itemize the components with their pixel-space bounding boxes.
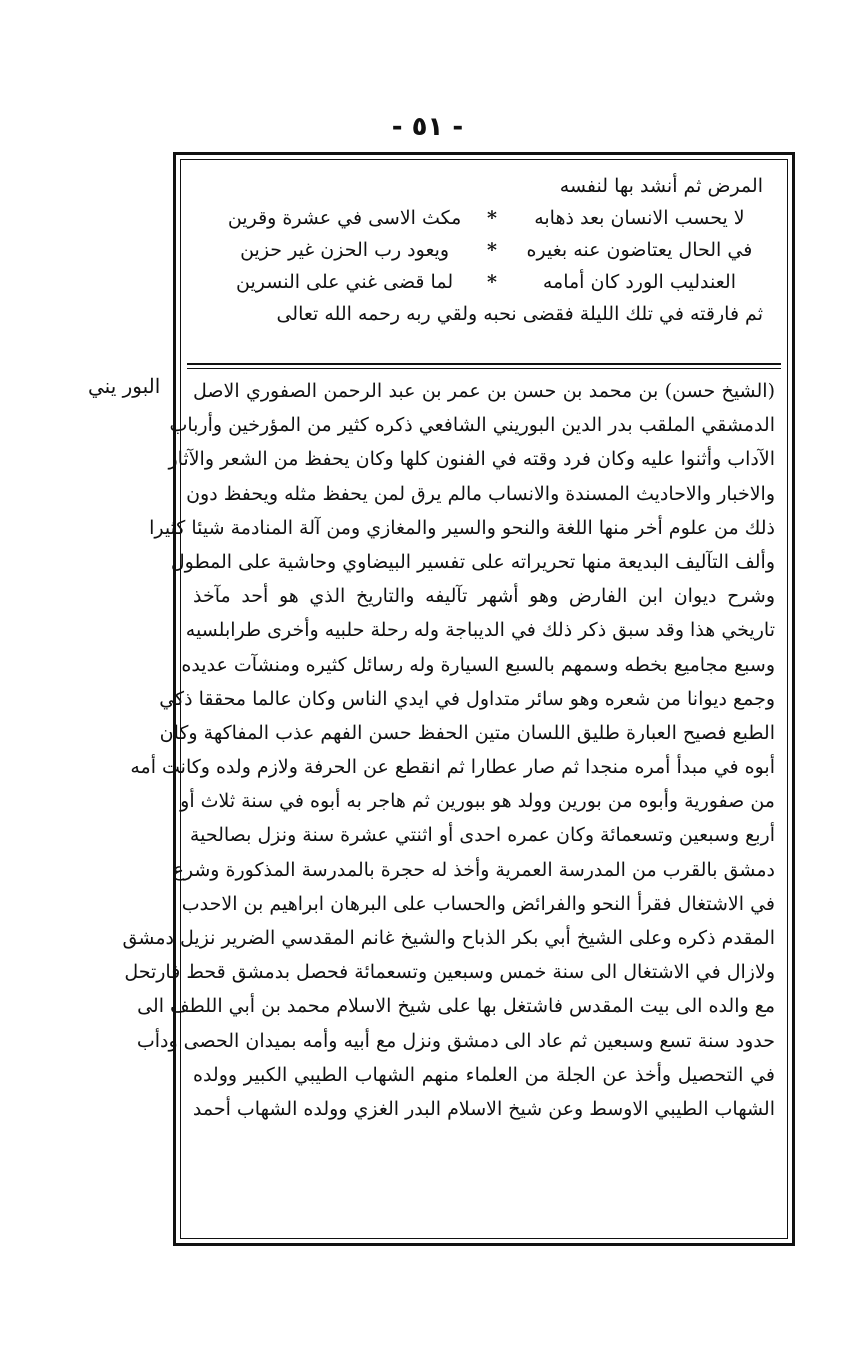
- text-line: تاريخي هذا وقد سبق ذكر ذلك في الديباجة وله رحلة حلبيه وأخرى طرابلسيه: [185, 619, 775, 642]
- text-line: الدمشقي الملقب بدر الدين البوريني الشافعي ذكره كثير من المؤرخين وأرباب: [169, 414, 775, 437]
- text-line: في الاشتغال فقرأ النحو والفرائض والحساب على البرهان ابراهيم بن الاحدب: [181, 892, 775, 915]
- text-line: ذلك من علوم أخر منها اللغة والنحو والسير والمغازي ومن آلة المنادمة شيئا كثيرا: [149, 516, 775, 539]
- text-line: من صفورية وأبوه من بورين وولد هو ببورين ثم هاجر به أبوه في سنة ثلاث أو: [180, 790, 775, 813]
- text-line: الطبع فصيح العبارة طليق اللسان متين الحفظ حسن الفهم عذب المفاكهة وكان: [159, 721, 775, 744]
- text-line: حدود سنة تسع وسبعين ثم عاد الى دمشق ونزل مع أبيه وأمه بميدان الحصى ودأب: [136, 1029, 775, 1052]
- verse-second-hemistich: ويعود رب الحزن غير حزين: [240, 239, 450, 261]
- verse-first-hemistich: العندليب الورد كان أمامه: [542, 271, 736, 293]
- text-line: الشهاب الطيبي الاوسط وعن شيخ الاسلام البدر الغزي وولده الشهاب أحمد: [192, 1097, 775, 1120]
- page-number: - ٥١ -: [391, 112, 464, 142]
- text-line: (الشيخ حسن) بن محمد بن حسن بن عمر بن عبد الرحمن الصفوري الاصل: [193, 380, 775, 402]
- page-frame: [122, 159, 788, 1239]
- verse: [201, 266, 769, 298]
- text-line: دمشق بالقرب من المدرسة العمرية وأخذ له حجرة بالمدرسة المذكورة وشرع: [172, 858, 775, 881]
- text-line: أربع وسبعين وتسعمائة وكان عمره احدى أو اثنتي عشرة سنة ونزل بصالحية: [189, 824, 775, 847]
- section-divider-thin: [187, 368, 781, 369]
- verse-separator: *: [487, 271, 497, 293]
- section-divider: [187, 363, 781, 365]
- text-line: في التحصيل وأخذ عن الجلة من العلماء منهم الشهاب الطيبي الكبير وولده: [193, 1063, 775, 1086]
- verse-first-hemistich: لا يحسب الانسان بعد ذهابه: [534, 207, 745, 229]
- text-line: الآداب وأثنوا عليه وكان فرد وقته في الفنون كلها وكان يحفظ من الشعر والآثار: [168, 448, 775, 471]
- text-line: أبوه في مبدأ أمره منجدا ثم صار عطارا ثم انقطع عن الحرفة ولازم ولده وكانت أمه: [130, 756, 775, 779]
- biography-text: [122, 374, 775, 1126]
- text-line: وجمع ديوانا من شعره وهو سائر متداول في ايدي الناس وكان عالما محققا ذكي: [159, 687, 775, 710]
- text-line: المقدم ذكره وعلى الشيخ أبي بكر الذباح والشيخ غانم المقدسي الضرير نزيل دمشق: [122, 927, 775, 949]
- text-line: والاخبار والاحاديث المسندة والانساب مالم يرق لمن يحفظ مثله ويحفظ دون: [186, 482, 775, 505]
- verse: [201, 234, 769, 266]
- poem-closing: ثم فارقته في تلك الليلة فقضى نحبه ولقي ربه رحمه الله تعالى: [276, 303, 763, 325]
- text-line: وسبع مجاميع بخطه وسمهم بالسبع السيارة وله رسائل كثيره ومنشآت عديده: [181, 653, 775, 676]
- margin-note: البور يني: [88, 374, 161, 398]
- text-line: مع والده الى بيت المقدس فاشتغل بها على شيخ الاسلام محمد بن أبي اللطف الى: [137, 995, 775, 1018]
- poem-intro: المرض ثم أنشد بها لنفسه: [559, 175, 763, 197]
- verse-second-hemistich: لما قضى غني على النسرين: [236, 271, 454, 293]
- poem-section: [201, 170, 769, 356]
- verse-separator: *: [487, 239, 497, 261]
- text-line: ولازال في الاشتغال الى سنة خمس وسبعين وتسعمائة فحصل بدمشق قحط فارتحل: [124, 961, 775, 984]
- text-line: وألف التآليف البديعة منها تحريراته على تفسير البيضاوي وحاشية على المطول: [170, 550, 775, 573]
- verse-separator: *: [487, 207, 497, 229]
- verse: [201, 202, 769, 234]
- text-line: وشرح ديوان ابن الفارض وهو أشهر تآليفه والتاريخ الذي هو أحد مآخذ: [193, 585, 775, 608]
- verse-second-hemistich: مكث الاسى في عشرة وقرين: [227, 207, 462, 229]
- verse-first-hemistich: في الحال يعتاضون عنه بغيره: [526, 239, 753, 261]
